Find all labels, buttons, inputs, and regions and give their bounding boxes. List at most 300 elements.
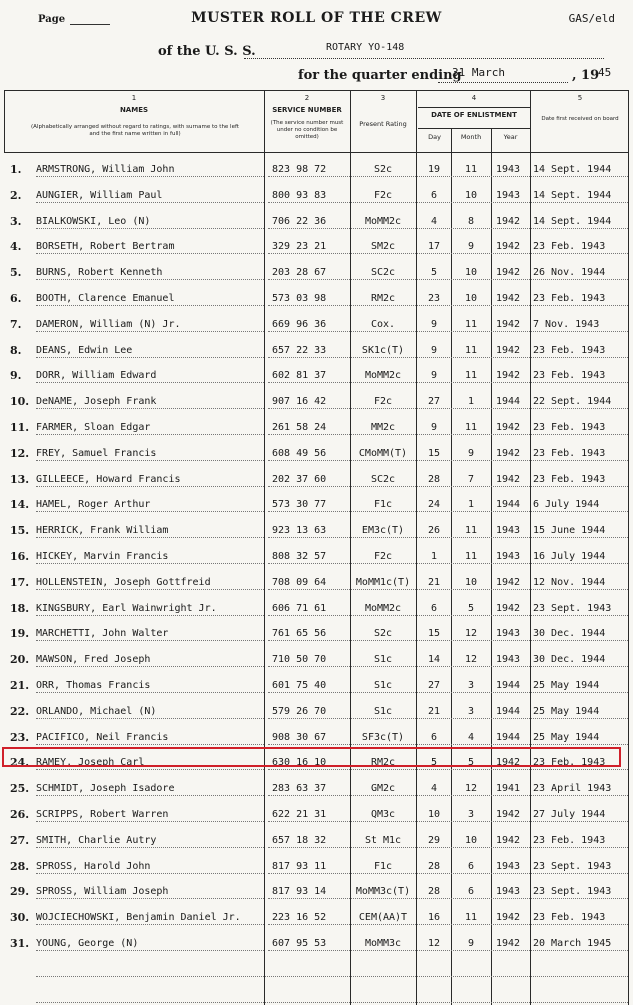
present-rating: Cox.: [370, 318, 396, 330]
enlist-year: 1944: [495, 680, 521, 691]
enlist-day: 21: [427, 576, 441, 588]
crew-row: [0, 491, 633, 517]
crew-row: [0, 672, 633, 698]
name-dotted-line: [36, 486, 264, 487]
enlist-day: 5: [430, 267, 438, 279]
enlist-year: 1944: [495, 396, 521, 408]
enlist-year: 1942: [495, 938, 521, 949]
row-dotted-line: [268, 692, 628, 693]
date-received-on-board: 14 Sept. 1944: [533, 164, 612, 175]
crew-name: SMITH, Charlie Autry: [36, 834, 157, 846]
crew-row: [0, 724, 633, 750]
enlistment-header-divider: [418, 107, 530, 108]
crew-name: FREY, Samuel Francis: [36, 447, 157, 459]
name-dotted-line: [36, 873, 264, 874]
present-rating: GM2c: [370, 783, 396, 795]
enlist-day: 21: [427, 705, 441, 717]
crew-name: KINGSBURY, Earl Wainwright Jr.: [36, 602, 217, 614]
name-dotted-line: [36, 924, 264, 925]
row-dotted-line: [268, 924, 628, 925]
enlist-day: 6: [430, 602, 438, 614]
row-dotted-line: [268, 795, 628, 796]
enlist-day: 4: [430, 783, 438, 795]
name-dotted-line: [36, 950, 264, 951]
service-number: 223 16 52: [272, 912, 327, 924]
table-top-border: [4, 90, 628, 91]
service-number: 573 03 98: [272, 293, 327, 304]
name-dotted-line: [36, 821, 264, 822]
row-number: 9.: [10, 369, 22, 383]
enlist-month: 5: [467, 757, 475, 769]
present-rating: F2c: [373, 189, 393, 201]
present-rating: QM3c: [370, 809, 396, 820]
enlist-year: 1942: [495, 447, 521, 459]
name-dotted-line: [36, 202, 264, 203]
crew-name: RAMEY, Joseph Carl: [36, 757, 145, 769]
date-received-on-board: 23 Sept. 1943: [533, 602, 612, 614]
row-dotted-line: [268, 537, 628, 538]
enlist-month: 9: [467, 241, 475, 253]
crew-row: [0, 801, 633, 827]
quarter-year: 45: [598, 66, 612, 79]
row-dotted-line: [268, 744, 628, 745]
row-number: 12.: [10, 446, 30, 460]
enlist-month: 6: [467, 886, 475, 898]
name-dotted-line: [36, 898, 264, 899]
enlist-day: 29: [427, 834, 441, 846]
col1-subtitle: (Alphabetically arranged without regard to ratings, with surname to the left and the first name written in full): [31, 124, 239, 137]
crew-name: DEANS, Edwin Lee: [36, 344, 133, 356]
service-number: 261 58 24: [272, 422, 327, 433]
service-number: 800 93 83: [272, 189, 327, 201]
date-received-on-board: 30 Dec. 1944: [533, 654, 606, 666]
row-dotted-line: [268, 666, 628, 667]
row-dotted-line: [268, 718, 628, 719]
service-number: 601 75 40: [272, 680, 327, 691]
date-received-on-board: 23 Feb. 1943: [533, 293, 606, 304]
row-dotted-line: [268, 821, 628, 822]
present-rating: S2c: [373, 164, 393, 175]
enlist-year: 1942: [495, 370, 521, 382]
crew-name: YOUNG, George (N): [36, 938, 139, 949]
name-dotted-line: [36, 176, 264, 177]
row-number: 4.: [10, 240, 22, 254]
enlist-day: 19: [427, 164, 441, 175]
row-number: 11.: [10, 421, 30, 434]
row-dotted-line: [268, 486, 628, 487]
enlist-year: 1943: [495, 525, 521, 537]
service-number: 579 26 70: [272, 705, 327, 717]
enlist-year: 1942: [495, 318, 521, 330]
ship-name: ROTARY YO-148: [326, 42, 405, 53]
row-number: 25.: [10, 782, 30, 796]
present-rating: RM2c: [370, 757, 396, 769]
row-dotted-line: [268, 589, 628, 590]
enlist-year: 1943: [495, 164, 521, 175]
present-rating: SF3c(T): [361, 731, 405, 743]
date-received-on-board: 23 Feb. 1943: [533, 422, 606, 433]
enlist-month: 1: [467, 499, 475, 511]
enlist-month: 12: [464, 783, 478, 795]
name-dotted-line: [36, 795, 264, 796]
crew-row: [0, 466, 633, 492]
enlist-year: 1943: [495, 189, 521, 201]
name-dotted-line: [36, 615, 264, 616]
crew-name: BORSETH, Robert Bertram: [36, 241, 175, 253]
name-dotted-line: [36, 408, 264, 409]
row-dotted-line: [268, 873, 628, 874]
crew-name: BOOTH, Clarence Emanuel: [36, 293, 175, 304]
enlist-month: 10: [464, 576, 478, 588]
crew-name: HOLLENSTEIN, Joseph Gottfreid: [36, 576, 211, 588]
row-dotted-line: [268, 382, 628, 383]
crew-row: [0, 827, 633, 853]
crew-name: BIALKOWSKI, Leo (N): [36, 215, 151, 227]
present-rating: S1c: [373, 680, 393, 691]
crew-row: [0, 362, 633, 388]
enlist-day: 4: [430, 215, 438, 227]
row-dotted-line: [268, 769, 628, 770]
enlist-month: 3: [467, 680, 475, 691]
present-rating: CEM(AA)T: [358, 912, 408, 924]
enlist-month: 12: [464, 654, 478, 666]
service-number: 923 13 63: [272, 525, 327, 537]
service-number: 657 18 32: [272, 834, 327, 846]
row-dotted-line: [268, 640, 628, 641]
enlist-day: 5: [430, 757, 438, 769]
uss-label: of the U. S. S.: [158, 44, 256, 59]
present-rating: F2c: [373, 396, 393, 408]
col2-number: 2: [304, 94, 310, 102]
present-rating: MoMM3c: [364, 938, 402, 949]
enlist-month: 11: [464, 164, 478, 175]
row-dotted-line: [268, 202, 628, 203]
row-number: 7.: [10, 317, 22, 331]
quarter-year-prefix: , 19: [572, 68, 600, 83]
service-number: 907 16 42: [272, 396, 327, 408]
enlist-day: 9: [430, 344, 438, 356]
enlist-year: 1942: [495, 241, 521, 253]
service-number: 710 50 70: [272, 654, 327, 666]
name-dotted-line: [36, 279, 264, 280]
crew-row: [0, 208, 633, 234]
present-rating: MoMM3c(T): [355, 886, 411, 898]
present-rating: SC2c: [370, 267, 396, 279]
enlist-year: 1942: [495, 834, 521, 846]
row-dotted-line: [268, 615, 628, 616]
crew-row: [0, 311, 633, 337]
date-received-on-board: 23 Feb. 1943: [533, 241, 606, 253]
enlist-day: 6: [430, 189, 438, 201]
enlist-day: 16: [427, 912, 441, 924]
date-received-on-board: 14 Sept. 1944: [533, 215, 612, 227]
crew-row: [0, 853, 633, 879]
enlist-month: 11: [464, 422, 478, 433]
name-dotted-line: [36, 718, 264, 719]
col1-title: NAMES: [119, 106, 149, 114]
row-number: 18.: [10, 601, 30, 615]
row-number: 23.: [10, 730, 30, 744]
enlist-month: 12: [464, 628, 478, 640]
service-number: 608 49 56: [272, 447, 327, 459]
present-rating: RM2c: [370, 293, 396, 304]
name-dotted-line: [36, 692, 264, 693]
date-received-on-board: 23 Feb. 1943: [533, 370, 606, 382]
quarter-date: 31 March: [452, 66, 505, 79]
enlist-month: 8: [467, 215, 475, 227]
service-number: 630 16 10: [272, 757, 327, 769]
name-dotted-line: [36, 563, 264, 564]
day-month-year-divider: [418, 128, 530, 129]
col4-title: DATE OF ENLISTMENT: [431, 111, 517, 119]
crew-row: [0, 337, 633, 363]
header-bottom-border: [4, 152, 628, 153]
date-received-on-board: 23 Feb. 1943: [533, 344, 606, 356]
present-rating: S1c: [373, 705, 393, 717]
crew-name: HERRICK, Frank William: [36, 525, 169, 537]
row-dotted-line: [268, 434, 628, 435]
date-received-on-board: 25 May 1944: [533, 680, 600, 691]
date-received-on-board: 23 Sept. 1943: [533, 886, 612, 898]
row-dotted-line: [268, 279, 628, 280]
col2-subtitle: (The service number must under no condition be omitted): [270, 120, 344, 140]
name-dotted-line: [36, 460, 264, 461]
enlist-month: 11: [464, 912, 478, 924]
crew-name: ORR, Thomas Francis: [36, 680, 151, 691]
row-dotted-line: [268, 460, 628, 461]
crew-row: [0, 517, 633, 543]
col2-title: SERVICE NUMBER: [272, 106, 342, 114]
col3-title: Present Rating: [359, 120, 407, 128]
row-number: 3.: [10, 214, 22, 228]
col4-month-label: Month: [460, 133, 482, 141]
enlist-day: 10: [427, 809, 441, 820]
crew-row: [0, 259, 633, 285]
service-number: 808 32 57: [272, 551, 327, 562]
service-number: 329 23 21: [272, 241, 327, 253]
row-number: 10.: [10, 395, 30, 409]
crew-row: [0, 878, 633, 904]
row-dotted-line: [268, 331, 628, 332]
crew-name: DORR, William Edward: [36, 370, 157, 382]
row-number: 2.: [10, 188, 22, 202]
present-rating: MoMM2c: [364, 370, 402, 382]
service-number: 202 37 60: [272, 473, 327, 485]
present-rating: F1c: [373, 499, 393, 511]
crew-row: [0, 388, 633, 414]
enlist-year: 1943: [495, 551, 521, 562]
crew-row: [0, 620, 633, 646]
service-number: 823 98 72: [272, 164, 327, 175]
date-received-on-board: 23 Feb. 1943: [533, 912, 606, 924]
crew-row: [0, 233, 633, 259]
row-number: 19.: [10, 627, 30, 641]
col5-title: Date first received on board: [541, 116, 619, 122]
crew-name: ORLANDO, Michael (N): [36, 705, 157, 717]
row-number: 22.: [10, 704, 30, 718]
enlist-month: 11: [464, 370, 478, 382]
present-rating: St M1c: [364, 834, 402, 846]
row-dotted-line: [268, 511, 628, 512]
enlist-day: 26: [427, 525, 441, 537]
row-dotted-line: [268, 357, 628, 358]
enlist-day: 15: [427, 447, 441, 459]
crew-name: SCRIPPS, Robert Warren: [36, 809, 169, 820]
enlist-year: 1944: [495, 731, 521, 743]
quarter-line: [438, 82, 568, 83]
row-dotted-line: [268, 898, 628, 899]
crew-name: BURNS, Robert Kenneth: [36, 267, 163, 279]
row-number: 15.: [10, 524, 30, 538]
service-number: 203 28 67: [272, 267, 327, 279]
date-received-on-board: 6 July 1944: [533, 499, 600, 511]
name-dotted-line: [36, 640, 264, 641]
date-received-on-board: 15 June 1944: [533, 525, 606, 537]
present-rating: SC2c: [370, 473, 396, 485]
name-dotted-line: [36, 305, 264, 306]
blank-entry-line: [36, 976, 628, 977]
enlist-year: 1942: [495, 344, 521, 356]
crew-row: [0, 569, 633, 595]
enlist-year: 1942: [495, 473, 521, 485]
enlist-month: 11: [464, 551, 478, 562]
name-dotted-line: [36, 769, 264, 770]
present-rating: S2c: [373, 628, 393, 640]
enlist-day: 12: [427, 938, 441, 949]
crew-name: SPROSS, Harold John: [36, 860, 151, 872]
enlist-year: 1943: [495, 628, 521, 640]
crew-row: [0, 414, 633, 440]
enlist-month: 11: [464, 318, 478, 330]
present-rating: S1c: [373, 654, 393, 666]
enlist-day: 23: [427, 293, 441, 304]
crew-name: HICKEY, Marvin Francis: [36, 551, 169, 562]
crew-row: [0, 775, 633, 801]
service-number: 573 30 77: [272, 499, 327, 511]
enlist-day: 27: [427, 396, 441, 408]
name-dotted-line: [36, 666, 264, 667]
row-number: 21.: [10, 679, 30, 692]
enlist-month: 1: [467, 396, 475, 408]
enlist-month: 10: [464, 293, 478, 304]
name-dotted-line: [36, 847, 264, 848]
enlist-year: 1942: [495, 215, 521, 227]
enlist-month: 7: [467, 473, 475, 485]
col5-number: 5: [577, 94, 583, 102]
reference-initials: GAS/eld: [568, 12, 615, 25]
crew-row: [0, 285, 633, 311]
present-rating: MoMM1c(T): [355, 576, 411, 588]
service-number: 657 22 33: [272, 344, 327, 356]
date-received-on-board: 23 Feb. 1943: [533, 473, 606, 485]
row-dotted-line: [268, 847, 628, 848]
enlist-day: 28: [427, 886, 441, 898]
date-received-on-board: 7 Nov. 1943: [533, 318, 600, 330]
crew-row: [0, 646, 633, 672]
row-dotted-line: [268, 950, 628, 951]
service-number: 283 63 37: [272, 783, 327, 795]
date-received-on-board: 23 Feb. 1943: [533, 447, 606, 459]
present-rating: F2c: [373, 551, 393, 562]
service-number: 817 93 14: [272, 886, 327, 898]
row-number: 5.: [10, 266, 22, 280]
enlist-year: 1942: [495, 293, 521, 304]
row-number: 29.: [10, 885, 30, 899]
service-number: 602 81 37: [272, 370, 327, 382]
crew-name: WOJCIECHOWSKI, Benjamin Daniel Jr.: [36, 912, 241, 924]
row-number: 20.: [10, 653, 30, 667]
enlist-day: 9: [430, 422, 438, 433]
name-dotted-line: [36, 253, 264, 254]
crew-name: DeNAME, Joseph Frank: [36, 396, 157, 408]
crew-name: HAMEL, Roger Arthur: [36, 499, 151, 511]
crew-name: AUNGIER, William Paul: [36, 189, 163, 201]
enlist-year: 1942: [495, 602, 521, 614]
col4-number: 4: [471, 94, 477, 102]
date-received-on-board: 20 March 1945: [533, 938, 612, 949]
name-dotted-line: [36, 744, 264, 745]
enlist-month: 3: [467, 705, 475, 717]
row-dotted-line: [268, 176, 628, 177]
enlist-year: 1942: [495, 267, 521, 279]
crew-name: SCHMIDT, Joseph Isadore: [36, 783, 175, 795]
row-number: 13.: [10, 472, 30, 486]
crew-row: [0, 930, 633, 956]
row-number: 14.: [10, 498, 30, 512]
crew-name: MAWSON, Fred Joseph: [36, 654, 151, 666]
highlighted-row-box: [2, 747, 621, 770]
enlist-year: 1943: [495, 886, 521, 898]
enlist-month: 6: [467, 860, 475, 872]
crew-name: SPROSS, William Joseph: [36, 886, 169, 898]
crew-name: MARCHETTI, John Walter: [36, 628, 169, 640]
crew-name: GILLEECE, Howard Francis: [36, 473, 181, 485]
crew-row: [0, 440, 633, 466]
name-dotted-line: [36, 511, 264, 512]
enlist-year: 1944: [495, 499, 521, 511]
service-number: 817 93 11: [272, 860, 327, 872]
enlist-day: 27: [427, 680, 441, 691]
enlist-month: 5: [467, 602, 475, 614]
date-received-on-board: 12 Nov. 1944: [533, 576, 606, 588]
name-dotted-line: [36, 228, 264, 229]
enlist-day: 15: [427, 628, 441, 640]
quarter-label: for the quarter ending: [298, 68, 462, 83]
enlist-year: 1943: [495, 654, 521, 666]
enlist-year: 1942: [495, 757, 521, 769]
enlist-year: 1942: [495, 912, 521, 924]
row-number: 1.: [10, 163, 22, 176]
date-received-on-board: 22 Sept. 1944: [533, 396, 612, 408]
enlist-month: 9: [467, 938, 475, 949]
row-number: 31.: [10, 937, 30, 950]
enlist-day: 14: [427, 654, 441, 666]
date-received-on-board: 30 Dec. 1944: [533, 628, 606, 640]
row-number: 8.: [10, 343, 22, 357]
crew-row: [0, 595, 633, 621]
service-number: 761 65 56: [272, 628, 327, 640]
row-dotted-line: [268, 408, 628, 409]
row-number: 24.: [10, 756, 30, 770]
row-number: 16.: [10, 550, 30, 563]
name-dotted-line: [36, 537, 264, 538]
date-received-on-board: 14 Sept. 1944: [533, 189, 612, 201]
row-number: 26.: [10, 808, 30, 821]
enlist-month: 11: [464, 525, 478, 537]
service-number: 908 30 67: [272, 731, 327, 743]
date-received-on-board: 23 Sept. 1943: [533, 860, 612, 872]
row-dotted-line: [268, 305, 628, 306]
